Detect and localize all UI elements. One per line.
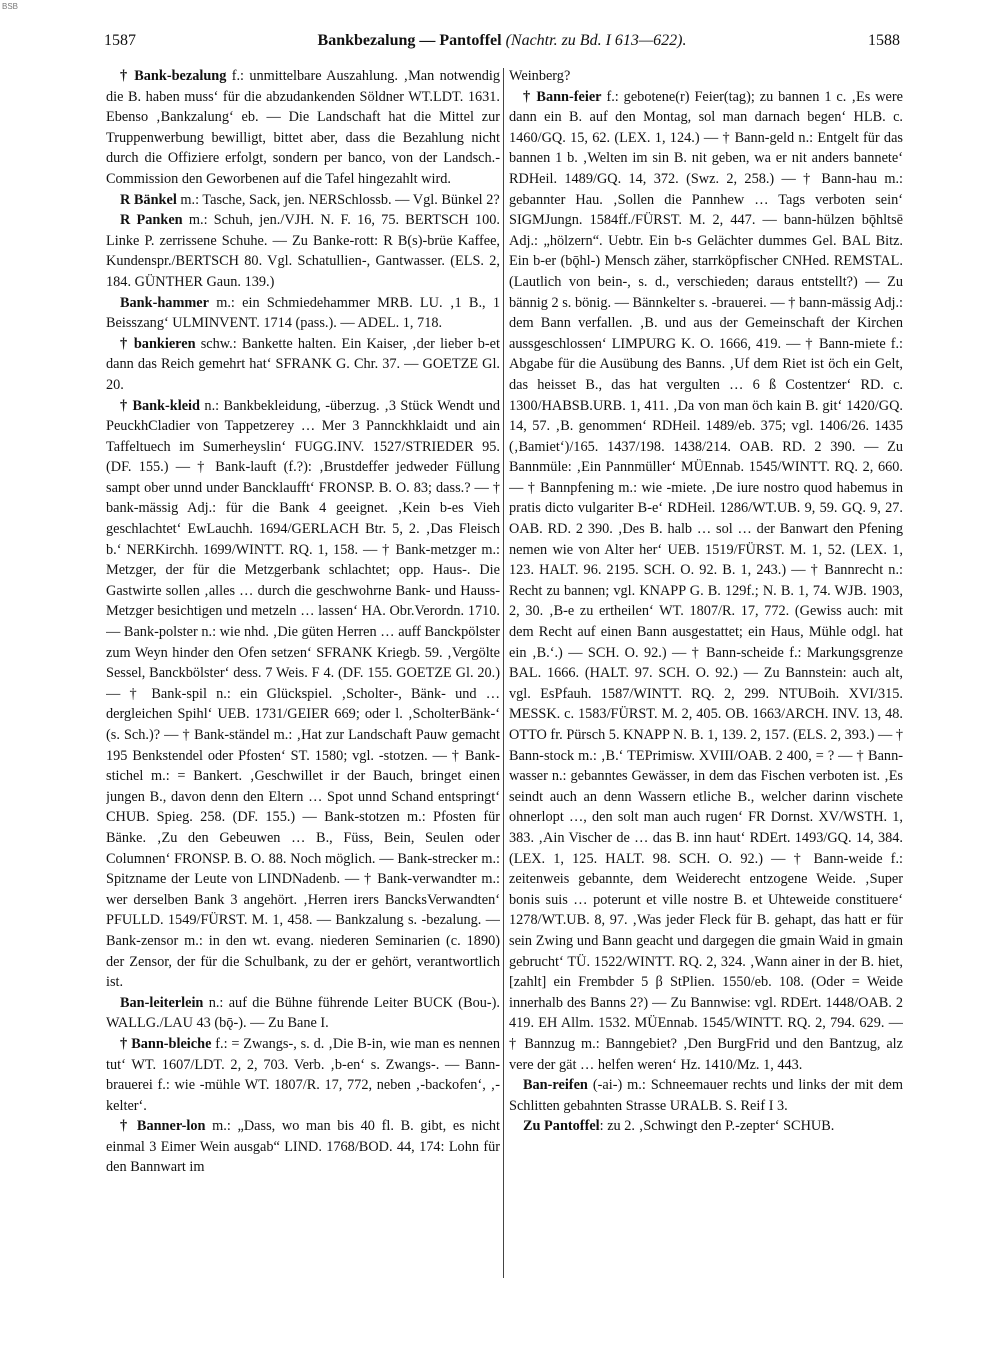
entry-text: m.: „Dass, wo man bis 40 fl. B. gibt, es nicht einmal 3 Eimer Wein ausgab“ LIND. 1768/BOD. 44, 174: Lohn für den Bannwart im bbox=[106, 1118, 500, 1176]
entry-headword: † Bann-bleiche bbox=[120, 1035, 212, 1052]
entry-text: f.: gebotene(r) Feier(tag); zu bannen 1 c. ‚Es were dann ein B. auf den Montag, sol man darnach begen‘ HLB. c. 1460/GQ. 15, 62. (LEX. 1, 124.) — † Bann-geld n.: Entgelt für das bannen 1 b. ‚Welten im sin B. nit geben, wa er nit anders bannete‘ RDHeil. 1489/GQ. 14, 372. (Swz. 2, 258.) — † Bann-hau m.: gebannter Hau. ‚Sollen die Pannhew … Tags verboten sein‘ SIGMJungn. 1584ff./FÜRST. M. 2, 447. — bann-hülzen bǭhltsē Adj.: „hölzern“. Uebtr. Ein b-s Gelächter dummes Gel. BAL Bitz. Ein b-er (bǭhl-) Mensch zäher, starrköpfischer CNHed. REMSTAL. (Lautlich von bein-, s. d., verschieden; daraus entstellt?) — Zu bännig 2 s. bönig. — Bännkelter s. -brauerei. — † bann-mässig Adj.: dem Bann verfallen. ‚B. und aus der Gemeinschaft der Kirchen aussgeschlossen‘ LIMPURG K. O. 1666, 419. — † Bann-miete f.: Abgabe für die Ausübung des Banns. ‚Uf dem Riet ist öch ein Gelt, das heisset B., das hat vergulten … 6 ß Costentzer‘ RD. c. 1300/HABSB.URB. 1, 411. ‚Da von man öch kain B. git‘ 1420/GQ. 14, 57. ‚B. genommen‘ RDHeil. 1489/eb. 375; vgl. 1406/26. 1435 (‚Bamiet‘)/165. 1437/198. 1438/214. OAB. RD. 2 390. — Zu Bannmüle: ‚Ein Pannmüller‘ MÜEnnab. 1545/WINTT. RQ. 2, 660. — † Bannpfening m.: wie -miete. ‚De iure nostro quod habemus in pratis dicto vulgariter B-e‘ RDHeil. 1286/WT.UB. 9, 59. GQ. 9, 27. OAB. RD. 2 390. ‚Des B. halb … sol … der Banwart den Pfening nemen wie von Alter her‘ UEB. 1519/FÜRST. M. 1, 52. (LEX. 1, 123. HALT. 96. 2195. SCH. O. 92. B. 1, 243.) — † Bannrecht n.: Recht zu bannen; vgl. KNAPP G. B. 129f.; N. B. 1, 74. WJB. 1903, 2, 30. ‚B-e zu ertheilen‘ WT. 1807/R. 17, 772. (Gewiss auch: mit dem Recht auf einen Bann ausgestattet; ein Haus, Mühle odgl. hat ein ‚B.‘.) — SCH. O. 92.) — † Bann-scheide f.: Markungsgrenze BAL. 1666. (HALT. 97. SCH. O. 92.) — Zu Bannstein: auch alt, vgl. EsPfauh. 1587/WINTT. RQ. 2, 299. NTUBoih. XVI/315. MESSK. c. 1583/FÜRST. M. 2, 405. OB. 1663/ARCH. INV. 13, 48. OTTO fr. Pürsch 5. KNAPP N. B. 1, 139. 2, 157. (ELS. 2, 393.) — † Bann-stock m.: ‚B.‘ TEPrimisw. XVIII/OAB. 2 400, = ? — † Bann-wasser n.: gebanntes Gewässer, in dem das Fischen verboten ist. ‚Es seindt auch an denn Wassern etliche B., welcher darinn vischete ohnerlopt …, den solt man auch rugen‘ FR Dornst. XV/WSTH. 1, 383. ‚Ain Vischer de … das B. inn haut‘ RDErt. 1493/GQ. 14, 384. (LEX. 1, 125. HALT. 98. SCH. O. 92.) — † Bann-weide f.: zeitenweis gebannte, dem Weiderecht entzogene Weide. ‚Super bonis suis … poterunt et ville nostre B. et Uhteweide constituere‘ 1278/WT.UB. 8, 97. ‚Was jeder Fleck für B. gehapt, das hatt er für sein Zwing und Bann geacht und dargegen die gmain Waid in gmain gebrucht‘ TÜ. 1522/WINTT. RQ. 2, 324. ‚Wann ainer in der B. hiet, [zahlt] ein Frembder 5 β StPlien. 1550/eb. 108. (Oder = Weide innerhalb des Banns 2?) — Zu Bannwise: vgl. RDErt. 1448/OAB. 2 419. EH Allm. 1532. MÜEnnab. 1545/WINTT. RQ. 2, 794. 629. — † Bannzug m.: Banngebiet? ‚Den BurgFrid und den Bantzug, alz vere der gät … helfen weren‘ Hz. 1410/Mz. 1, 443. bbox=[509, 88, 903, 1073]
entry-headword: Bank-hammer bbox=[120, 294, 209, 311]
entry-text: m.: ein Schmiedehammer MRB. LU. ‚1 B., 1 Beisszang‘ ULMINVENT. 1714 (pass.). — ADEL. 1, 718. bbox=[106, 294, 500, 332]
entry-text: f.: unmittelbare Auszahlung. ‚Man notwendig die B. haben muss‘ für die abzudankenden Söldner WT.LDT. 1631. Ebenso ‚Bankzalung‘ eb. — Die Landschaft hat die Mittel zur Truppenwerbung bewilligt, bittet aber, dass die Bezahlung nicht durch die Offiziere erfolgt, sondern per banco, von der Landsch.-Commission den Geworbenen auf die Tafel hingezahlt wird. bbox=[106, 68, 500, 187]
page-number-left: 1587 bbox=[104, 32, 136, 49]
entry-text: schw.: Bankette halten. Ein Kaiser, ‚der lieber b-et dann das Reich gemehrt hat‘ SFRANK G. Chr. 37. — GOETZE Gl. 20. bbox=[106, 335, 500, 393]
entry-baenkel bbox=[106, 190, 500, 211]
entry-bankieren bbox=[106, 334, 500, 396]
entry-bank-kleid bbox=[106, 396, 500, 993]
entry-text: f.: = Zwangs-, s. d. ‚Die B-in, wie man es nennen tut‘ WT. 1607/LDT. 2, 2, 703. Verb. ‚b-en‘ s. Zwangs-. — Bann-brauerei f.: wie -mühle WT. 1807/R. 17, 772, neben ‚-backofen‘, ‚-kelter‘. bbox=[106, 1035, 500, 1114]
running-header bbox=[104, 28, 900, 54]
page-number-right: 1588 bbox=[868, 32, 900, 49]
entry-text: n.: Bankbekleidung, -überzug. ‚3 Stück Wendt und PeuckhCladier von Tappetzerey … Mer 3 Pannckhklaidt und ain Taffeltuech im Sumerheyslin‘ FUGG.INV. 1527/STRIEDER 95. (DF. 155.) — † Bank-lauft (f.?): ‚Brustdeffer jedweder Füllung sampt ober unnd under Bancklaufft‘ FRONSP. B. O. 83; dass.? — † bank-mässig Adj.: für die Bank 4 geeignet. ‚Kein b-es Vieh geschlachtet‘ EwLauchh. 1694/GERLACH Btr. 5, 2. ‚Das Fleisch b.‘ NERKirchh. 1699/WINTT. RQ. 1, 158. — † Bank-metzger m.: Metzger, der für die Metzgerbank schlachtet; opp. Haus-. Die Gastwirte sollen ‚alles … durch die geschwohrne Bank- und Hauss-Metzger besichtigen und metzeln … lassen‘ HA. Obr.Verordn. 1710. — Bank-polster n.: wie nhd. ‚Die güten Herren … auff Banckpölster zum Weyn hinder den Ofen setzen‘ SFRANK Kriegb. 59. ‚Vergölte Sessel, Banckbölster‘ dess. 7 Weis. F 4. (DF. 155. GOETZE Gl. 20.) — † Bank-spil n.: ein Glückspiel. ‚Scholter-, Bänk- und … dergleichen Spihl‘ UEB. 1731/GEIER 669; oder l. ‚ScholterBänk-‘ (s. Sch.)? — † Bank-ständel m.: ‚Hat zur Landschaft Pauw gemacht 195 Benkstendel oder Pfosten‘ ST. 1580; vgl. -stotzen. — † Bank-stichel m.: = Bankert. ‚Geschwillet ir der Bauch, bringet einen jungen B., davon denn den Eltern … Spot unnd Schand entspringt‘ CHUB. Spieg. 258. (DF. 155.) — Bank-stotzen m.: Pfosten für Bänke. ‚Zu den Gebeuwen … B., Füss, Bein, Seulen oder Columnen‘ FRONSP. B. O. 88. Noch möglich. — Bank-strecker m.: Spitzname der Leute von LINDNadenb. — † Bank-verwandter m.: wer derselben Bank 3 angehört. ‚Herren irers BancksVerwandten‘ PFULLD. 1549/FÜRST. M. 1, 458. — Bankzalung s. -bezalung. — Bank-zensor m.: in den wt. evang. niederen Seminarien (c. 1890) der Zensor, der für die Schulbank, zu der er gehört, verantwortlich ist. bbox=[106, 397, 500, 991]
entry-headword: Zu Pantoffel bbox=[523, 1118, 600, 1135]
entry-headword: † bankieren bbox=[120, 335, 196, 352]
left-column bbox=[106, 66, 500, 1356]
right-column bbox=[509, 66, 903, 1356]
entry-headword: † Bann-feier bbox=[523, 88, 602, 105]
entry-headword: † Bank-kleid bbox=[120, 397, 200, 414]
entry-continuation bbox=[509, 66, 903, 87]
entry-text: : zu 2. ‚Schwingt den P.-zepter‘ SCHUB. bbox=[599, 1118, 835, 1135]
entry-headword: † Bank-bezalung bbox=[120, 68, 227, 84]
entry-bann-bleiche bbox=[106, 1034, 500, 1116]
library-mark: BSB bbox=[2, 2, 19, 11]
headword-range: Bankbezalung — Pantoffel bbox=[317, 32, 502, 49]
entry-banner-lon bbox=[106, 1116, 500, 1178]
entry-text: Weinberg? bbox=[509, 68, 571, 84]
entry-text: m.: Tasche, Sack, jen. NERSchlossb. — Vgl. Bünkel 2? bbox=[176, 191, 500, 208]
entry-bann-feier bbox=[509, 87, 903, 1076]
entry-headword: R Bänkel bbox=[120, 191, 177, 208]
entry-panken bbox=[106, 210, 500, 292]
entry-text: n.: auf die Bühne führende Leiter BUCK (Bou-). WALLG./LAU 43 (bǭ-). — Zu Bane I. bbox=[106, 994, 500, 1032]
entry-headword: Ban-leiterlein bbox=[120, 994, 204, 1011]
entry-zu-pantoffel bbox=[509, 1116, 903, 1137]
entry-ban-leiterlein bbox=[106, 993, 500, 1034]
entry-text: m.: Schuh, jen./VJH. N. F. 16, 75. BERTSCH 100. Linke P. zerrissene Schuhe. — Zu Banke-rott: R B(s)-brüe Kaffee, Kundenspr./BERTSCH 80. Vgl. Schatullien-, Gantwasser. (ELS. 2, 184. GÜNTHER Gaun. 139.) bbox=[106, 212, 500, 290]
entry-ban-reifen bbox=[509, 1075, 903, 1116]
entry-headword: Ban-reifen bbox=[523, 1077, 588, 1094]
entry-headword: † Banner-lon bbox=[120, 1118, 206, 1135]
supplement-reference: (Nachtr. zu Bd. I 613—622). bbox=[505, 32, 687, 49]
entry-bank-hammer bbox=[106, 293, 500, 334]
column-divider bbox=[503, 68, 504, 1278]
entry-text: (-ai-) m.: Schneemauer rechts und links der mit dem Schlitten gebahnten Strasse URALB. S. Reif I 3. bbox=[509, 1077, 903, 1114]
entry-headword: R Panken bbox=[120, 212, 183, 229]
entry-bank-bezalung bbox=[106, 66, 500, 190]
running-head bbox=[104, 32, 900, 50]
